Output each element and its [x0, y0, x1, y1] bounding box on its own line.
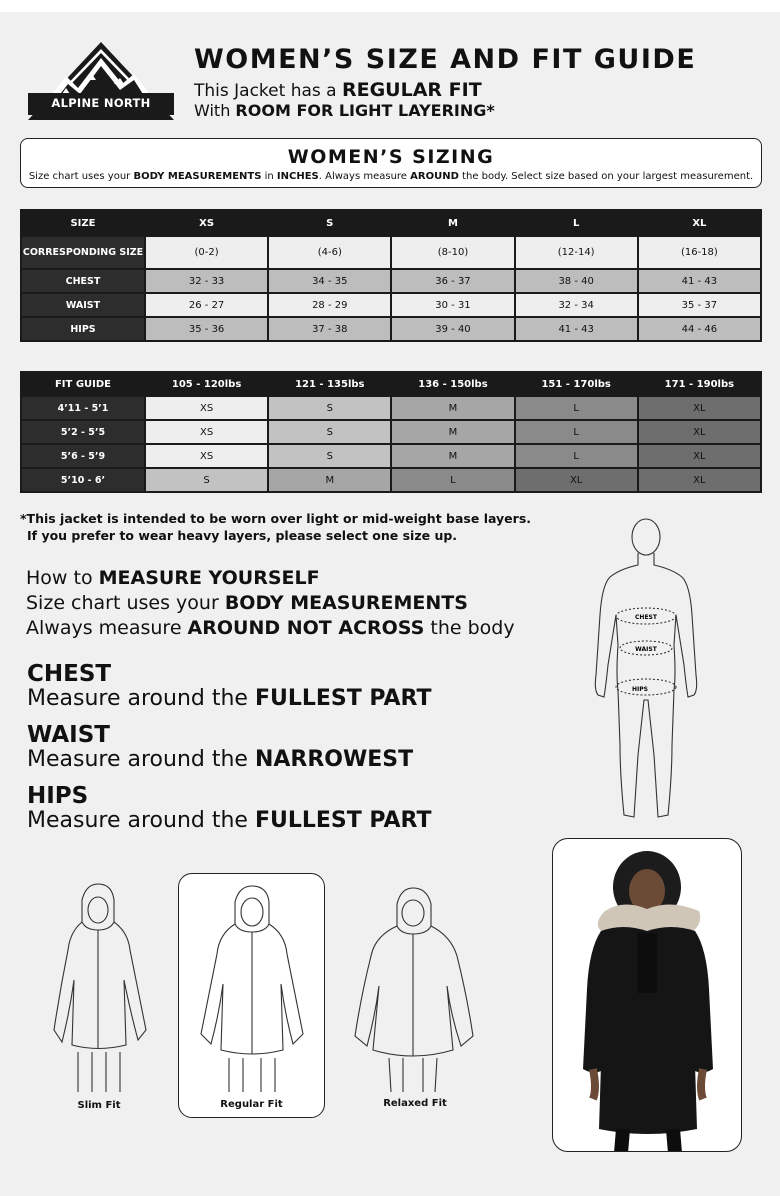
table-cell: XL	[639, 397, 760, 419]
sizing-sub-text: Size chart uses your	[28, 171, 134, 182]
fit-table-header-row	[22, 373, 760, 395]
table-cell: 41 - 43	[639, 270, 760, 292]
part-desc-bold: FULLEST PART	[254, 686, 432, 711]
chest-label: CHEST	[635, 614, 657, 621]
table-row	[22, 294, 760, 316]
table-cell: M	[392, 421, 513, 443]
brand-logo	[26, 40, 176, 122]
part-desc-bold: NARROWEST	[254, 747, 414, 772]
table-row	[22, 397, 760, 419]
fit-guide-table	[20, 371, 762, 493]
relaxed-fit-jacket-icon	[345, 880, 485, 1095]
row-label: 5’2 - 5’5	[22, 421, 144, 443]
row-label: CORRESPONDING SIZE	[22, 237, 144, 268]
table-cell: (8-10)	[392, 237, 513, 268]
note-line: If you prefer to wear heavy layers, please select one size up.	[27, 528, 458, 543]
slim-fit-jacket-icon	[40, 880, 158, 1095]
hips-label: HIPS	[632, 686, 648, 693]
table-cell: XL	[639, 445, 760, 467]
page-title: WOMEN’S SIZE AND FIT GUIDE	[194, 44, 697, 75]
regular-fit-label: Regular Fit	[220, 1099, 283, 1110]
measure-instructions	[26, 566, 515, 641]
waist-label: WAIST	[635, 646, 657, 653]
table-cell: L	[392, 469, 513, 491]
row-label: 5’6 - 5’9	[22, 445, 144, 467]
part-desc-bold: FULLEST PART	[254, 808, 432, 833]
size-table-header-cell: SIZE	[22, 211, 144, 235]
relaxed-fit-label: Relaxed Fit	[383, 1098, 447, 1109]
sizing-subtitle	[21, 171, 761, 182]
sizing-sub-bold: BODY MEASUREMENTS	[133, 171, 262, 182]
size-table-header-cell: M	[392, 211, 513, 235]
table-cell: S	[146, 469, 267, 491]
fit-table-header-cell: 151 - 170lbs	[516, 373, 637, 395]
measure-bold: BODY MEASUREMENTS	[224, 592, 468, 614]
row-label: CHEST	[22, 270, 144, 292]
layering-prefix: With	[194, 101, 236, 120]
fit-table-header-cell: 136 - 150lbs	[392, 373, 513, 395]
table-cell: S	[269, 421, 390, 443]
measure-text: Always measure	[26, 617, 188, 639]
waist-instruction	[27, 723, 413, 773]
table-cell: 26 - 27	[146, 294, 267, 316]
top-strip	[0, 0, 780, 12]
part-desc	[27, 686, 432, 712]
sizing-sub-bold: INCHES	[276, 171, 319, 182]
table-cell: (0-2)	[146, 237, 267, 268]
table-cell: M	[392, 397, 513, 419]
table-row	[22, 270, 760, 292]
table-cell: L	[516, 421, 637, 443]
measure-text: How to	[26, 567, 99, 589]
fit-table-header-cell: 105 - 120lbs	[146, 373, 267, 395]
part-desc	[27, 808, 432, 834]
size-table-header-cell: S	[269, 211, 390, 235]
row-label: 5’10 - 6’	[22, 469, 144, 491]
table-cell: 28 - 29	[269, 294, 390, 316]
table-row	[22, 318, 760, 340]
part-title: CHEST	[27, 661, 112, 687]
table-cell: 32 - 33	[146, 270, 267, 292]
fit-statement-prefix: This Jacket has a	[194, 81, 342, 101]
table-cell: XS	[146, 421, 267, 443]
measure-text: Size chart uses your	[26, 592, 225, 614]
table-row	[22, 469, 760, 491]
measure-bold: AROUND NOT ACROSS	[187, 617, 425, 639]
part-desc-text: Measure around the	[27, 808, 255, 833]
model-wearing-parka-image	[553, 839, 742, 1152]
table-cell: L	[516, 445, 637, 467]
table-row	[22, 421, 760, 443]
table-cell: 35 - 36	[146, 318, 267, 340]
size-table-header-cell: XS	[146, 211, 267, 235]
table-cell: 32 - 34	[516, 294, 637, 316]
fit-table-header-cell: 121 - 135lbs	[269, 373, 390, 395]
fit-statement	[194, 79, 482, 101]
part-desc-text: Measure around the	[27, 686, 255, 711]
table-cell: M	[392, 445, 513, 467]
row-label: 4’11 - 5’1	[22, 397, 144, 419]
sizing-sub-text: . Always measure	[318, 171, 411, 182]
layering-note	[20, 510, 531, 544]
table-cell: (4-6)	[269, 237, 390, 268]
row-label: WAIST	[22, 294, 144, 316]
sizing-sub-text: in	[261, 171, 277, 182]
fit-table-header-cell: 171 - 190lbs	[639, 373, 760, 395]
size-table	[20, 209, 762, 342]
table-cell: 34 - 35	[269, 270, 390, 292]
table-row	[22, 237, 760, 268]
table-cell: (12-14)	[516, 237, 637, 268]
table-cell: XL	[639, 469, 760, 491]
note-line: *This jacket is intended to be worn over light or mid-weight base layers.	[20, 511, 532, 526]
model-photo	[552, 838, 742, 1152]
part-title: HIPS	[27, 783, 89, 809]
table-cell: S	[269, 445, 390, 467]
table-cell: S	[269, 397, 390, 419]
measure-line	[26, 591, 515, 616]
table-cell: 35 - 37	[639, 294, 760, 316]
measure-bold: MEASURE YOURSELF	[98, 567, 320, 589]
logo-text: ALPINE NORTH	[51, 96, 151, 110]
table-cell: XL	[639, 421, 760, 443]
table-cell: 41 - 43	[516, 318, 637, 340]
table-cell: M	[269, 469, 390, 491]
part-desc	[27, 747, 413, 773]
part-desc-text: Measure around the	[27, 747, 255, 772]
table-cell: 38 - 40	[516, 270, 637, 292]
relaxed-fit-card	[345, 880, 485, 1120]
measure-line	[26, 566, 515, 591]
table-row	[22, 445, 760, 467]
regular-fit-card	[178, 873, 325, 1118]
fit-statement-bold: REGULAR FIT	[341, 79, 482, 101]
sizing-banner	[20, 138, 762, 188]
measure-text: the body	[424, 617, 515, 639]
slim-fit-label: Slim Fit	[77, 1100, 121, 1111]
hips-instruction	[27, 784, 432, 834]
table-cell: 36 - 37	[392, 270, 513, 292]
table-cell: 44 - 46	[639, 318, 760, 340]
regular-fit-jacket-icon	[179, 874, 326, 1094]
table-cell: L	[516, 397, 637, 419]
layering-statement	[194, 101, 495, 120]
size-table-header-cell: XL	[639, 211, 760, 235]
measure-line	[26, 616, 515, 641]
table-cell: XS	[146, 397, 267, 419]
size-table-header-cell: L	[516, 211, 637, 235]
layering-bold: ROOM FOR LIGHT LAYERING*	[235, 101, 495, 120]
table-cell: XS	[146, 445, 267, 467]
part-title: WAIST	[27, 722, 110, 748]
table-cell: (16-18)	[639, 237, 760, 268]
body-measurement-figure	[590, 515, 702, 825]
size-table-header-row	[22, 211, 760, 235]
table-cell: XL	[516, 469, 637, 491]
fit-table-header-cell: FIT GUIDE	[22, 373, 144, 395]
slim-fit-card	[40, 880, 158, 1120]
table-cell: 39 - 40	[392, 318, 513, 340]
sizing-title: WOMEN’S SIZING	[287, 146, 495, 168]
table-cell: 30 - 31	[392, 294, 513, 316]
chest-instruction	[27, 662, 432, 712]
sizing-sub-text: the body. Select size based on your largest measurement.	[458, 171, 754, 182]
table-cell: 37 - 38	[269, 318, 390, 340]
row-label: HIPS	[22, 318, 144, 340]
sizing-sub-bold: AROUND	[410, 171, 459, 182]
